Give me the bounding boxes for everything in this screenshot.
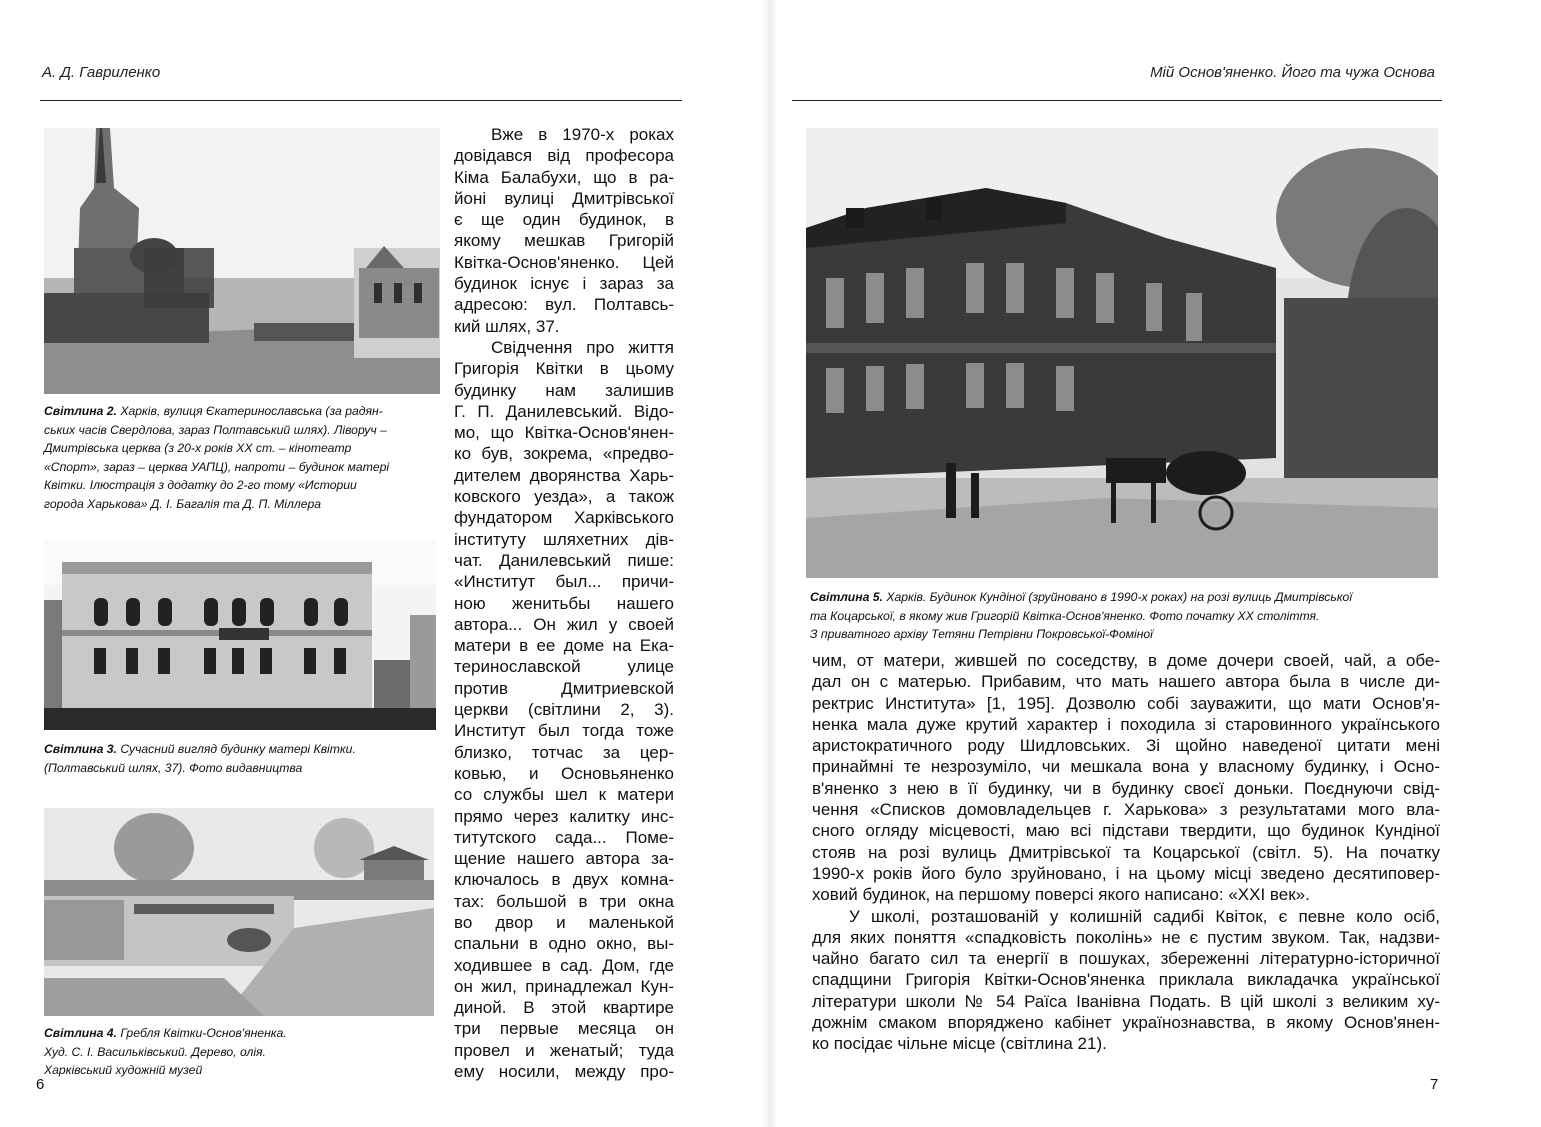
text-line: ковью, и Основьяненко [454, 763, 674, 783]
header-rule [40, 100, 682, 101]
text-line: ректрис Института» [1, 195]. Дозволю собі зауважити, що мати Основ'я- [812, 693, 1440, 713]
text-line: чат. Данилевський пише: [454, 550, 674, 570]
caption-photo-3 [44, 740, 444, 777]
text-line: матери в ее доме на Ека- [454, 636, 674, 656]
text-line: тах: большой в три окна [454, 891, 674, 911]
text-line: будинок існує і зараз за [454, 274, 674, 294]
text-line: против Дмитриевской [454, 678, 674, 698]
header-rule [792, 100, 1442, 101]
text-line: інституту шляхетних дів- [454, 529, 674, 549]
text-line: ною женитьбы нашего [454, 593, 674, 613]
caption-line: З приватного архіву Тетяни Петрівни Покровської-Фоміної [810, 627, 1153, 642]
caption-line: Гребля Квітки-Основ'яненка. [116, 1026, 287, 1040]
photo-5-kundina-house [806, 128, 1438, 578]
text-line: «Институт был... причи- [454, 572, 674, 592]
text-line: адресою: вул. Полтавсь- [454, 295, 674, 315]
caption-line: Худ. С. І. Васильківський. Дерево, олія. [44, 1044, 266, 1059]
right-page-text-body [812, 650, 1440, 1055]
caption-line: (Полтавський шлях, 37). Фото видавництва [44, 760, 303, 775]
right-page [770, 0, 1541, 1127]
caption-line: ських часів Свердлова, зараз Полтавський шлях). Ліворуч – [44, 422, 387, 437]
text-line: ковского уезда», а також [454, 487, 674, 507]
photo-2-street-church [44, 128, 440, 394]
caption-line: Харків. Будинок Кундіної (зруйновано в 1990-х роках) на розі вулиць Дмитрівської [882, 590, 1353, 604]
text-line: літератури школи № 54 Раїса Іванівна Подать. В цій школі з великим ху- [812, 991, 1440, 1011]
running-head-title: Мій Основ'яненко. Його та чужа Основа [1150, 64, 1435, 81]
page-number-right: 7 [1430, 1076, 1439, 1093]
text-line: во двор и маленькой [454, 912, 674, 932]
text-line: фундатором Харківського [454, 508, 674, 528]
text-line: Григорія Квітки в цьому [454, 359, 674, 379]
text-line: дал он с матерью. Прибавим, что мать нашего автора была в числе ди- [812, 672, 1440, 692]
caption-label: Світлина 5. [810, 590, 883, 604]
text-line: для яких поняття «спадковість поколінь» не є пустим звуком. Так, надзви- [812, 927, 1440, 947]
text-line: ключалось в двух комна- [454, 870, 674, 890]
text-line: чайно багато сил та енергії в пошуках, збереженні літературно-історичної [812, 949, 1440, 969]
caption-label: Світлина 3. [44, 742, 117, 756]
text-line: аристократичного роду Шидловських. Зі щойно наведеної цитати мені [812, 736, 1440, 756]
text-line: ему носили, между про- [454, 1062, 674, 1082]
caption-line: Харківський художній музей [44, 1063, 203, 1078]
text-line: якому мешкав Григорій [454, 231, 674, 251]
caption-line: Сучасний вигляд будинку матері Квітки. [116, 742, 356, 756]
text-line: Вже в 1970-х роках [491, 125, 674, 144]
caption-photo-5 [810, 588, 1470, 644]
text-line: 1990-х років його було зруйновано, і на цьому місці зведено десятиповер- [812, 863, 1440, 883]
text-line: є ще один будинок, в [454, 210, 674, 230]
text-line: чим, от матери, жившей по соседству, в доме дочери своей, чай, а обе- [812, 651, 1440, 670]
text-line: спадщини Григорія Квітки-Основ'яненка приклала викладачка української [812, 970, 1440, 990]
text-line: Квітка-Основ'яненко. Цей [454, 252, 674, 272]
text-line: близко, тотчас за цер- [454, 742, 674, 762]
caption-line: города Харькова» Д. І. Багалія та Д. П. Міллера [44, 496, 322, 511]
caption-line: та Коцарської, в якому жив Григорій Квітка-Основ'яненко. Фото початку XX століття. [810, 608, 1320, 623]
text-line: принаймні те незрозуміло, чи мешкала вона у власному будинку, і Осно- [812, 757, 1440, 777]
page-number-left: 6 [36, 1076, 45, 1093]
caption-photo-2 [44, 402, 444, 514]
photo-3-house-facade [44, 540, 436, 730]
text-line: щение нашего автора за- [454, 849, 674, 869]
text-line: мо, що Квітка-Основ'янен- [454, 423, 674, 443]
caption-line: Квітки. Ілюстрація з додатку до 2-го тому «Истории [44, 478, 357, 493]
text-line: Г. П. Данилевський. Відо- [454, 401, 674, 421]
text-line: дожнім смаком впоряджено кабінет українознавства, в якому Основ'янен- [812, 1013, 1440, 1033]
text-line: ко був, зокрема, «предво- [454, 444, 674, 464]
text-line: довідався від професора [454, 146, 674, 166]
text-line: со службы шел к матери [454, 785, 674, 805]
caption-label: Світлина 2. [44, 404, 117, 418]
caption-photo-4 [44, 1024, 444, 1080]
text-line: церкви (світлини 2, 3). [454, 700, 674, 720]
text-line: три первые месяца он [454, 1019, 674, 1039]
text-line: Институт был тогда тоже [454, 721, 674, 741]
caption-line: Харків, вулиця Єкатеринославська (за радян- [116, 404, 383, 418]
text-line: кий шлях, 37. [454, 316, 560, 336]
text-line: ко посідає чільне місце (світлина 21). [812, 1034, 1107, 1054]
text-line: провел и женатый; туда [454, 1040, 674, 1060]
text-line: в'яненко з нею в її будинку, чи в будинку своєї доньки. Поєднуючи свід- [812, 778, 1440, 798]
text-line: чення «Списков домовладельцев г. Харькова» з результатами мого вла- [812, 800, 1440, 820]
text-line: У школі, розташованій у колишній садибі Квіток, є певне коло осіб, [849, 906, 1440, 926]
left-page-text-column [454, 124, 674, 1082]
caption-line: «Спорт», зараз – церква УАПЦ), напроти – будинок матері [44, 459, 390, 474]
running-head-author: А. Д. Гавриленко [42, 64, 161, 81]
text-line: прямо через калитку инс- [454, 806, 674, 826]
text-line: диной. В этой квартире [454, 998, 674, 1018]
text-line: Кіма Балабухи, що в ра- [454, 167, 674, 187]
text-line: будинку нам залишив [454, 380, 674, 400]
text-line: ненка мала дуже крутий характер і походила зі старовинного українського [812, 714, 1440, 734]
text-line: Свідчення про життя [491, 337, 674, 357]
caption-line: Дмитрівська церква (з 20-х років XX ст. – кінотеатр [44, 441, 352, 456]
text-line: ховий будинок, на першому поверсі якого написано: «XXI век». [812, 885, 1310, 905]
text-line: стояв на розі вулиць Дмитрівської та Коцарської (світл. 5). На початку [812, 842, 1440, 862]
photo-4-pond-painting [44, 808, 434, 1016]
text-line: дителем дворянства Харь- [454, 465, 674, 485]
text-line: сного огляду місцевості, маю всі підстави твердити, що будинок Кундіної [812, 821, 1440, 841]
left-page [0, 0, 770, 1127]
text-line: автора... Он жил у своей [454, 614, 674, 634]
text-line: спальни в одно окно, вы- [454, 934, 674, 954]
text-line: йоні вулиці Дмитрівської [454, 188, 674, 208]
text-line: теринославской улице [454, 657, 674, 677]
caption-label: Світлина 4. [44, 1026, 117, 1040]
text-line: ходившее в сад. Дом, где [454, 955, 674, 975]
text-line: титутского сада... Поме- [454, 827, 674, 847]
text-line: он жил, принадлежал Кун- [454, 976, 674, 996]
